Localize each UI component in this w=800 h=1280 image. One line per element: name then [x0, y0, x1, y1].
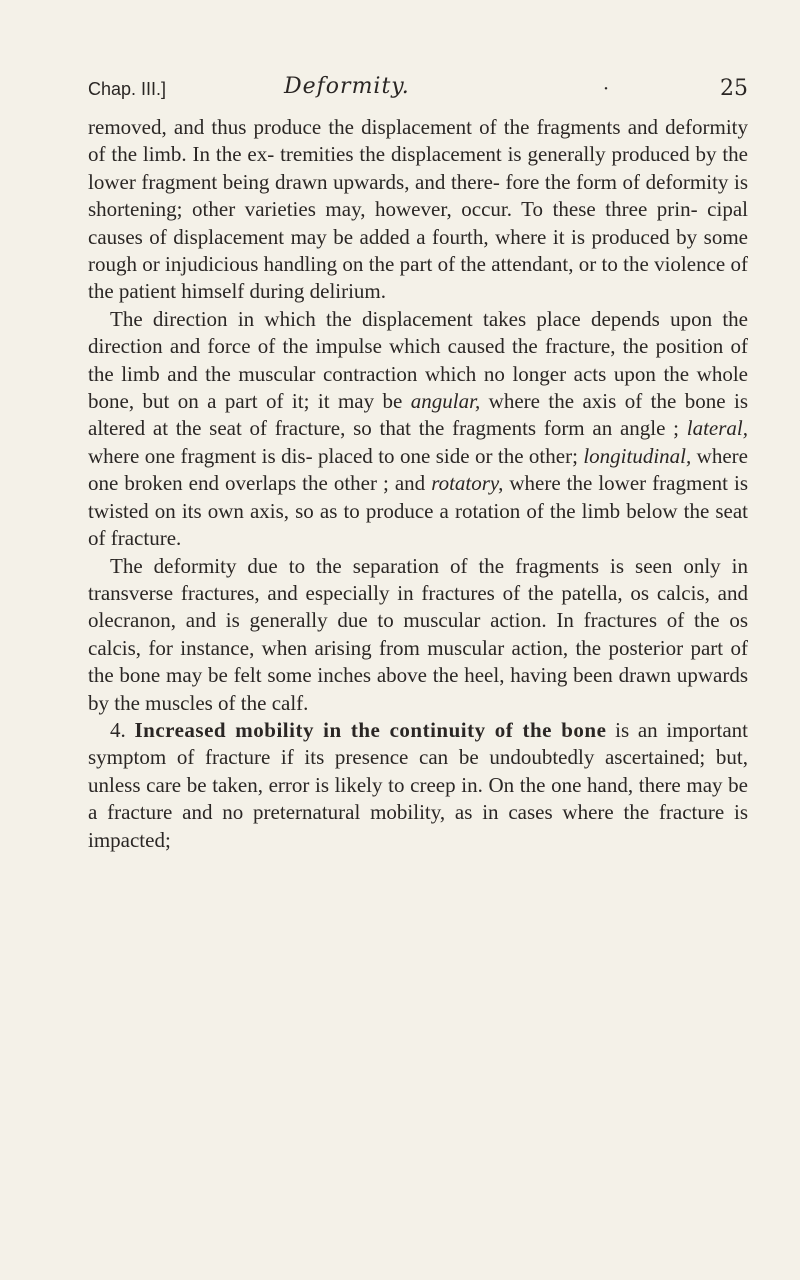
running-head: [88, 74, 748, 104]
term-lateral: lateral,: [686, 416, 748, 441]
running-title: Deformity.: [284, 74, 410, 99]
chapter-label: Chap. III.]: [88, 79, 167, 99]
term-rotatory: rotatory,: [431, 471, 504, 496]
paragraph-1: [88, 114, 748, 306]
paragraph-4-text: is an important symptom of fracture if its presence can be undoubtedly ascertained; but, unless care be taken, error is likely to creep in. On the one hand, there may be a fracture and no preternatural mobility, as in cases where the fracture is impacted;: [88, 717, 749, 852]
paragraph-1-text: removed, and thus produce the displacement of the fragments and deformity of the limb. In the ex- tremities the displacement is generally produced by the lower fragment being drawn upwards, and there- fore the form of deformity is shortening; other varieties may, however, occur. To these three prin- cipal causes of displacement may be added a fourth, where it is produced by some rough or injudicious handling on the part of the attendant, or to the violence of the patient himself during delirium.: [88, 115, 748, 304]
section-number: 4.: [110, 717, 135, 742]
header-separator: ·: [603, 78, 610, 100]
paragraph-4: [88, 717, 748, 854]
term-angular: angular,: [410, 389, 481, 414]
paragraph-2: [88, 306, 748, 553]
paragraph-2-text: The direction in which the displacement takes place depends upon the direction and force of the impulse which caused the fracture, the position of the limb and the muscular contraction which no longer acts upon the whole bone, but on a part of it; it may be: [88, 306, 748, 414]
paragraph-2-text: where the axis of the bone is altered at the seat of fracture, so that the fragments form an angle ;: [88, 389, 748, 441]
book-page: [88, 0, 748, 1280]
section-heading: Increased mobility in the continuity of the bone: [134, 717, 607, 742]
term-longitudinal: longitudinal,: [583, 443, 692, 468]
paragraph-2-text: where one fragment is dis- placed to one side or the other;: [88, 443, 584, 468]
paragraph-2-text: where one broken end overlaps the other ; and: [88, 443, 748, 496]
paragraph-3-text: The deformity due to the separation of the fragments is seen only in transverse fractures, and especially in fractures of the patella, os calcis, and olecranon, and is generally due to muscular action. In fractures of the os calcis, for instance, when arising from muscular action, the posterior part of the bone may be felt some inches above the heel, having been drawn upwards by the muscles of the calf.: [88, 553, 748, 715]
paragraph-3: [88, 553, 748, 717]
body-text: [88, 114, 748, 854]
paragraph-2-text: where the lower fragment is twisted on its own axis, so as to produce a rotation of the limb below the seat of fracture.: [88, 471, 748, 551]
page-number: 25: [720, 76, 748, 101]
